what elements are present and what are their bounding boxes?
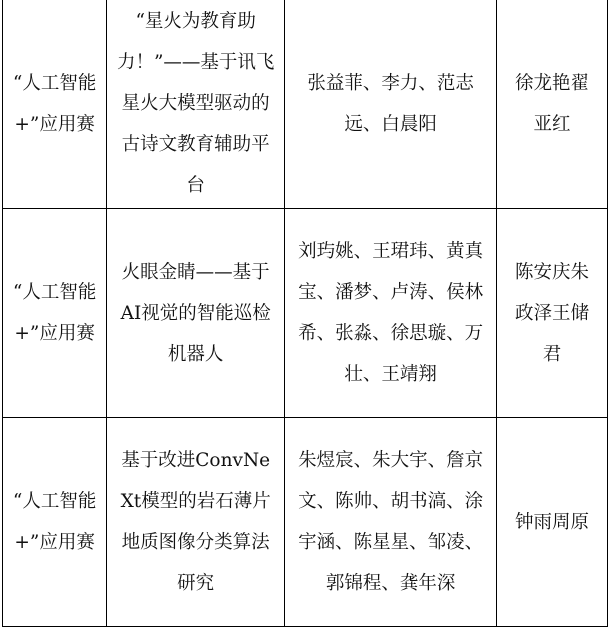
members-cell bbox=[285, 209, 497, 418]
team-members: 朱煜宸、朱大宇、詹京文、陈帅、胡书滈、涂宇涵、陈星星、邹凌、郭锦程、龚年深 bbox=[298, 450, 484, 594]
category-cell bbox=[3, 418, 107, 627]
awards-table bbox=[2, 0, 608, 627]
project-title: 基于改进ConvNeXt模型的岩石薄片地质图像分类算法研究 bbox=[120, 450, 271, 594]
advisors-cell bbox=[497, 0, 608, 209]
category-cell bbox=[3, 209, 107, 418]
table-row bbox=[3, 209, 608, 418]
table-row bbox=[3, 0, 608, 209]
advisors-cell bbox=[497, 418, 608, 627]
team-members: 刘玙姚、王珺玮、黄真宝、潘梦、卢涛、侯林希、张淼、徐思璇、万壮、王靖翔 bbox=[298, 241, 484, 385]
project-title: 火眼金睛——基于AI视觉的智能巡检机器人 bbox=[120, 261, 271, 365]
project-cell bbox=[107, 209, 285, 418]
project-title: “星火为教育助力！”——基于讯飞星火大模型驱动的古诗文教育辅助平台 bbox=[116, 11, 275, 196]
category-text: “人工智能+”应用赛 bbox=[12, 491, 97, 553]
project-cell bbox=[107, 418, 285, 627]
table-row bbox=[3, 418, 608, 627]
members-cell bbox=[285, 0, 497, 209]
advisors-cell bbox=[497, 209, 608, 418]
members-cell bbox=[285, 418, 497, 627]
advisor-names: 陈安庆朱政泽王储君 bbox=[515, 261, 590, 365]
category-text: “人工智能+”应用赛 bbox=[12, 282, 97, 344]
team-members: 张益菲、李力、范志远、白晨阳 bbox=[307, 72, 474, 135]
advisor-names: 钟雨周原 bbox=[515, 511, 590, 533]
category-text: “人工智能+”应用赛 bbox=[12, 72, 97, 135]
advisor-names: 徐龙艳翟亚红 bbox=[515, 72, 590, 135]
project-cell bbox=[107, 0, 285, 209]
category-cell bbox=[3, 0, 107, 209]
